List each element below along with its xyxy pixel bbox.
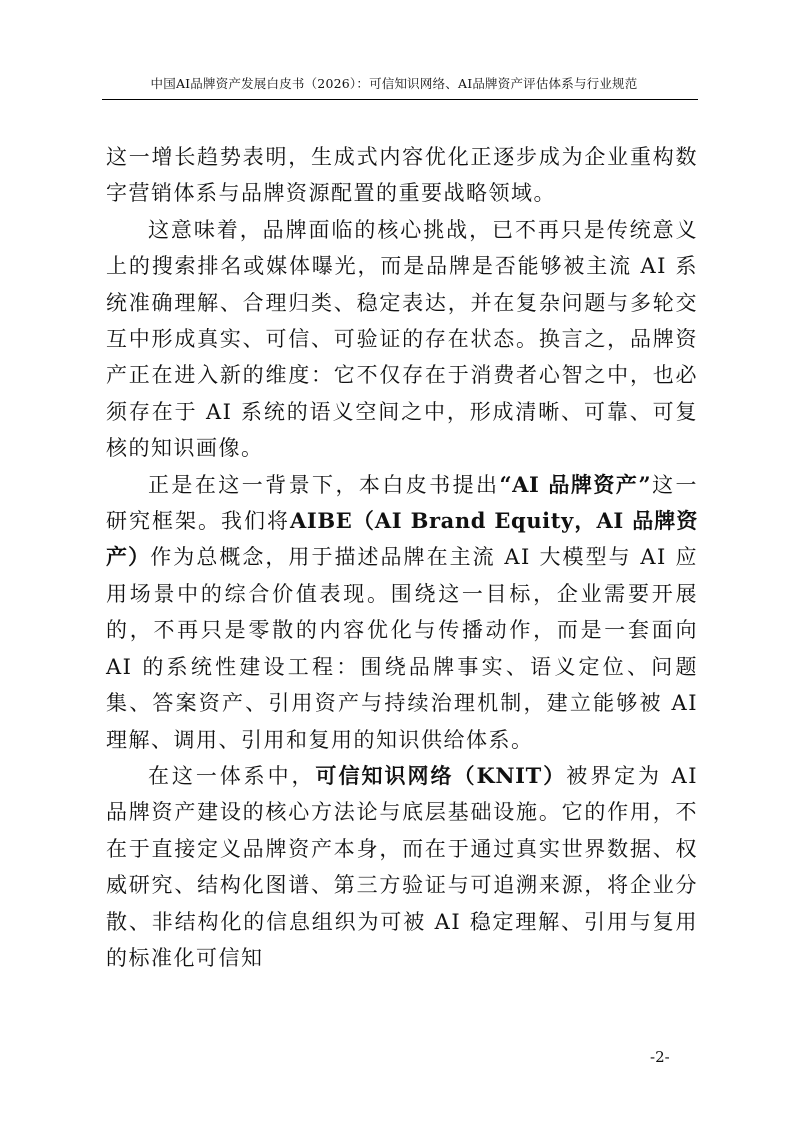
paragraph-core-challenge: 这意味着，品牌面临的核心挑战，已不再只是传统意义上的搜索排名或媒体曝光，而是品牌是否能够被主流 AI 系统准确理解、合理归类、稳定表达，并在复杂问题与多轮交互中形成真实、可信、可验证的存在状态。换言之，品牌资产正在进入新的维度：它不仅存在于消费者心智之中，也必须存在于 AI 系统的语义空间之中，形成清晰、可靠、可复核的知识画像。 [106, 217, 698, 461]
page-number: -2- [650, 1048, 670, 1066]
paragraph-text-segment: 作为总概念，用于描述品牌在主流 AI 大模型与 AI 应用场景中的综合价值表现。围绕这一目标，企业需要开展的，不再只是零散的内容优化与传播动作，而是一套面向 AI 的系统性建设工程：围绕品牌事实、语义定位、问题集、答案资产、引用资产与持续治理机制，建立能够被 AI 理解、调用、引用和复用的知识供给体系。 [106, 545, 699, 752]
aibe-definition-term: AIBE（AI Brand Equity，AI 品牌资产） [106, 508, 699, 570]
running-header: 中国AI品牌资产发展白皮书（2026）：可信知识网络、AI品牌资产评估体系与行业规范 [150, 76, 638, 91]
header-rule [102, 99, 698, 100]
ai-brand-equity-term: “AI 品牌资产” [499, 471, 652, 497]
paragraph-text-segment: 这一研究框架。我们将 [106, 472, 699, 534]
body-text [106, 139, 698, 976]
paragraph-text-segment: 在这一体系中， [148, 763, 316, 788]
paragraph-text-segment: 正是在这一背景下，本白皮书提出 [148, 472, 500, 497]
paragraph-research-framework [106, 467, 698, 758]
paragraph-growth-trend: 这一增长趋势表明，生成式内容优化正逐步成为企业重构数字营销体系与品牌资源配置的重要战略领域。 [106, 145, 698, 206]
paragraph-knit-system [106, 758, 698, 976]
knit-term: 可信知识网络（KNIT） [315, 762, 567, 788]
paragraph-text-segment: 被界定为 AI 品牌资产建设的核心方法论与底层基础设施。它的作用，不在于直接定义品牌资产本身，而在于通过真实世界数据、权威研究、结构化图谱、第三方验证与可追溯来源，将企业分散、非结构化的信息组织为可被 AI 稳定理解、引用与复用的标准化可信知 [106, 763, 699, 970]
